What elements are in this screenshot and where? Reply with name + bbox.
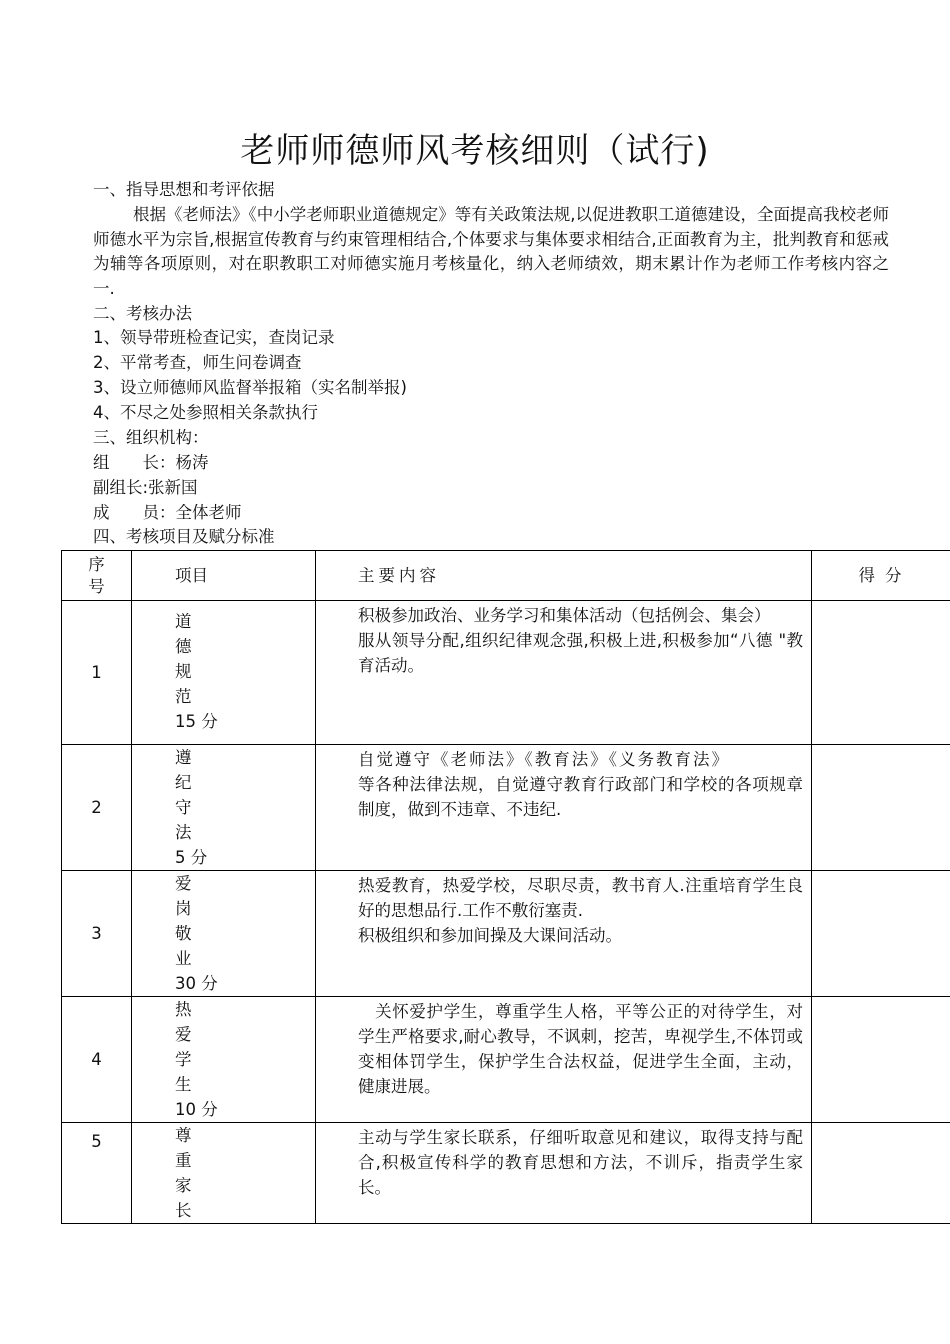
content-line: 关怀爱护学生，尊重学生人格，平等公正的对待学生，对学生严格要求,耐心教导，不讽刺，挖苦，卑视学生,不体罚或变相体罚学生，保护学生合法权益，促进学生全面，主动，健康进展。 xyxy=(358,1002,803,1096)
item-points: 30 分 xyxy=(175,974,218,993)
item-char: 道 xyxy=(175,612,192,631)
item-char: 重 xyxy=(175,1151,192,1170)
row-content xyxy=(316,601,812,745)
row-no: 3 xyxy=(62,871,132,997)
item-char: 法 xyxy=(175,823,192,842)
table-row xyxy=(62,1123,950,1224)
item-points: 5 分 xyxy=(175,848,208,867)
item-char: 敬 xyxy=(175,924,192,943)
table-row xyxy=(62,997,950,1123)
method-item-3: 3、设立师德师风监督举报箱（实名制举报) xyxy=(93,378,407,397)
table-row xyxy=(62,871,950,997)
table-row xyxy=(62,601,950,745)
item-char: 守 xyxy=(175,798,192,817)
item-char: 爱 xyxy=(175,1025,192,1044)
item-char: 热 xyxy=(175,1000,192,1019)
method-item-2: 2、平常考查，师生问卷调查 xyxy=(93,353,302,372)
row-score xyxy=(812,871,950,997)
row-no: 2 xyxy=(62,745,132,871)
section-3-heading: 三、组织机构： xyxy=(93,428,209,447)
header-no-label: 序号 xyxy=(88,554,105,596)
section-2-heading: 二、考核办法 xyxy=(93,304,192,323)
section-4-heading: 四、考核项目及赋分标准 xyxy=(93,527,275,546)
table-header-row xyxy=(62,551,950,601)
assessment-table xyxy=(61,550,950,1224)
row-content xyxy=(316,1123,812,1224)
row-item xyxy=(132,745,316,871)
row-score xyxy=(812,601,950,745)
content-line: 热爱教育，热爱学校，尽职尽责，教书育人.注重培育学生良好的思想品行.工作不敷衍塞责. xyxy=(358,876,803,920)
item-points: 10 分 xyxy=(175,1100,218,1119)
row-content xyxy=(316,745,812,871)
header-item: 项目 xyxy=(132,551,316,601)
header-score-label: 得分 xyxy=(858,566,912,585)
header-no xyxy=(62,551,132,601)
content-line: 等各种法律法规，自觉遵守教育行政部门和学校的各项规章制度，做到不违章、不违纪. xyxy=(358,775,803,819)
item-char: 规 xyxy=(175,662,192,681)
item-char: 德 xyxy=(175,637,192,656)
row-score xyxy=(812,745,950,871)
item-char: 爱 xyxy=(175,874,192,893)
row-item xyxy=(132,601,316,745)
item-char: 家 xyxy=(175,1176,192,1195)
document-title: 老师师德师风考核细则（试行) xyxy=(240,131,710,171)
content-line: 主动与学生家长联系，仔细听取意见和建议，取得支持与配合,积极宣传科学的教育思想和方法，不训斥，指责学生家长。 xyxy=(358,1128,803,1197)
row-score xyxy=(812,997,950,1123)
org-deputy: 副组长:张新国 xyxy=(93,478,198,497)
content-line: 服从领导分配,组织纪律观念强,积极上进,积极参加“八德 "教育活动。 xyxy=(358,631,803,675)
row-score xyxy=(812,1123,950,1224)
content-line: 积极组织和参加间操及大课间活动。 xyxy=(358,926,622,945)
item-char: 遵 xyxy=(175,748,192,767)
method-item-4: 4、不尽之处参照相关条款执行 xyxy=(93,403,318,422)
row-item xyxy=(132,997,316,1123)
item-char: 岗 xyxy=(175,899,192,918)
item-points: 15 分 xyxy=(175,712,218,731)
row-no: 1 xyxy=(62,601,132,745)
row-no: 5 xyxy=(62,1123,132,1224)
row-content xyxy=(316,997,812,1123)
row-content xyxy=(316,871,812,997)
section-1-paragraph: 根据《老师法》《中小学老师职业道德规定》等有关政策法规,以促进教职工道德建设，全面提高我校老师师德水平为宗旨,根据宣传教育与约束管理相结合,个体要求与集体要求相结合,正面教育为主，批判教育和惩戒为辅等各项原则，对在职教职工对师德实施月考核量化，纳入老师绩效，期末累计作为老师工作考核内容之一. xyxy=(93,205,889,299)
item-char: 业 xyxy=(175,949,192,968)
item-char: 范 xyxy=(175,687,192,706)
org-members: 成 员：全体老师 xyxy=(93,503,242,522)
row-no: 4 xyxy=(62,997,132,1123)
item-char: 纪 xyxy=(175,773,192,792)
header-score xyxy=(812,551,950,601)
content-line: 自觉遵守《老师法》《教育法》《义务教育法》 xyxy=(358,750,730,769)
item-char: 学 xyxy=(175,1050,192,1069)
method-item-1: 1、领导带班检查记实，查岗记录 xyxy=(93,328,335,347)
row-item xyxy=(132,1123,316,1224)
row-item xyxy=(132,871,316,997)
org-leader: 组 长：杨涛 xyxy=(93,453,209,472)
section-1-heading: 一、指导思想和考评依据 xyxy=(93,180,275,199)
item-char: 生 xyxy=(175,1075,192,1094)
content-line: 积极参加政治、业务学习和集体活动（包括例会、集会） xyxy=(358,606,771,625)
header-content: 主要内容 xyxy=(316,551,812,601)
table-row xyxy=(62,745,950,871)
item-char: 尊 xyxy=(175,1126,192,1145)
item-char: 长 xyxy=(175,1201,192,1220)
